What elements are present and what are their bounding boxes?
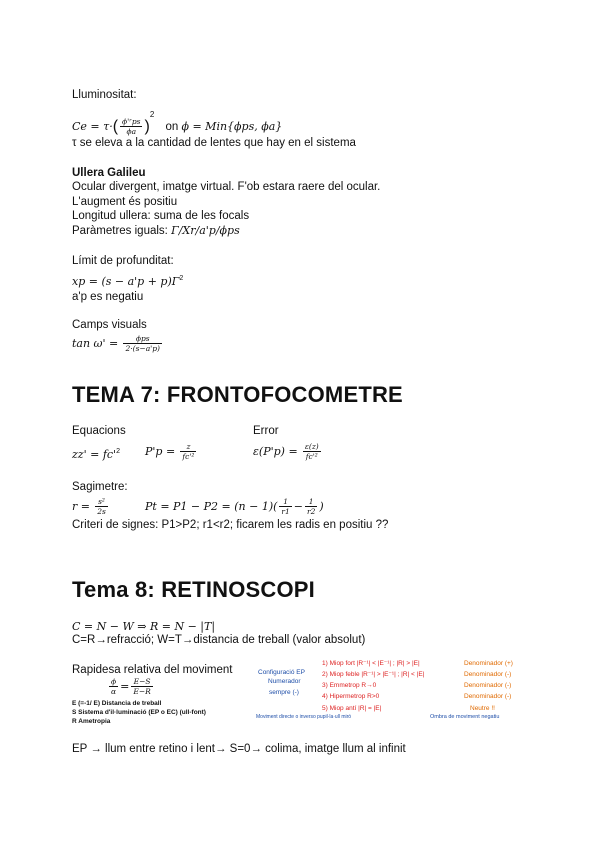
equations-heading: Equacions xyxy=(72,425,126,437)
phi-formula: ϕ = Min{ϕps, ϕa} xyxy=(181,119,283,133)
galileu-line-1: Ocular divergent, imatge virtual. F'ob estara raere del ocular. xyxy=(72,181,381,193)
table-row-4: 4) Hipermetrop R>0 xyxy=(322,693,380,700)
table-row-1: 1) Miop fort |R⁻¹| < |E⁻¹| ; |R| > |E| xyxy=(322,660,420,667)
table-always: sempre (-) xyxy=(269,689,299,696)
retinoscopy-formula: C = N − W ⇒ R = N − |T| xyxy=(72,620,216,633)
table-footer-left: Moviment directe o inverso pupil·la·ull miró xyxy=(256,714,352,720)
legend-r: R Ametropia xyxy=(72,718,111,725)
table-label-2: Denominador (-) xyxy=(464,671,512,678)
table-label-1: Denominador (+) xyxy=(464,660,513,667)
legend-e: E (=-1/ E) Distancia de treball xyxy=(72,700,162,707)
visual-fields-heading: Camps visuals xyxy=(72,319,147,331)
ce-lhs: Ce = τ· xyxy=(72,119,113,133)
table-config: Configuració EP xyxy=(258,669,305,676)
luminosity-fraction: $\frac{\text{ϕ'ʳps}}{\phi a}$ xyxy=(122,117,141,137)
tema7-title: TEMA 7: FRONTOFOCOMETRE xyxy=(72,382,403,407)
table-label-5: Neutre !! xyxy=(470,705,495,712)
equation-zz: $zz' = fc'^2$ xyxy=(72,447,120,461)
table-row-2: 2) Miop feble |R⁻¹| > |E⁻¹| ; |R| < |E| xyxy=(322,671,425,678)
table-numerator: Numerador xyxy=(268,678,301,685)
depth-limit-heading: Límit de profunditat: xyxy=(72,255,174,267)
luminosity-heading: Lluminositat: xyxy=(72,89,137,101)
table-row-5: 5) Miop antí |R| = |E| xyxy=(322,705,382,712)
retinoscopy-table xyxy=(254,657,526,723)
power-total-formula: Pt = P1 − P2 = (n − 1)( $\frac{1}{r1}$ − $\frac{1}{r2}$ ) xyxy=(145,497,324,517)
galileu-line-3: Longitud ullera: suma de les focals xyxy=(72,210,250,222)
table-footer-right: Ombra de moviment negatiu xyxy=(430,714,500,720)
sign-criteria: Criteri de signes: P1>P2; r1<r2; ficarem les radis en positiu ?? xyxy=(72,519,389,531)
galileu-line-2: L'augment és positiu xyxy=(72,196,178,208)
error-heading: Error xyxy=(253,425,279,437)
sagimetre-formula: r = $\frac{\text{s²}}{2s}$ xyxy=(72,497,106,517)
visual-fields-formula: tan ω' = $\frac{\text{ϕps}}{2\cdot(s-a'p)}$ xyxy=(72,334,160,354)
table-label-3: Denominador (-) xyxy=(464,682,512,689)
error-formula: ε(P'p) = $\frac{\varepsilon(z)}{\text{fc'²}}$ xyxy=(253,442,319,462)
relative-speed-heading: Rapidesa relativa del moviment xyxy=(72,664,233,676)
relative-speed-formula: $\frac{\phi}{\alpha}$ = $\frac{E-S}{E-R}$ xyxy=(111,677,151,697)
legend-s: S Sistema d'il·luminació (EP o EC) (ull-font) xyxy=(72,709,206,716)
galileu-line-4: Paràmetres iguals: Γ/Xr/a'p/ϕps xyxy=(72,224,240,237)
ep-note: EP → llum entre retino i lent→ S=0→ colima, imatge llum al infinit xyxy=(72,743,406,755)
luminosity-formula: Ce = τ·( $\frac{\text{ϕ'ʳps}}{\phi a}$ )$^2$ on ϕ = Min{ϕps, ϕa} xyxy=(72,110,283,137)
depth-limit-note: a'p es negatiu xyxy=(72,291,144,303)
equation-pp: P'p = $\frac{z}{\text{fc'²}}$ xyxy=(145,442,195,462)
sagimetre-heading: Sagimetre: xyxy=(72,481,128,493)
retinoscopy-note: C=R→refracció; W=T→distancia de treball (valor absolut) xyxy=(72,634,366,646)
table-row-3: 3) Emmetrop R→0 xyxy=(322,682,377,689)
tau-note: τ se eleva a la cantidad de lentes que hay en el sistema xyxy=(72,137,356,149)
table-label-4: Denominador (-) xyxy=(464,693,512,700)
galileu-title: Ullera Galileu xyxy=(72,167,146,179)
tema8-title: Tema 8: RETINOSCOPI xyxy=(72,577,315,602)
depth-limit-formula: xp = $(s - a'p + p)\Gamma^2$ xyxy=(72,274,184,288)
visual-fields-fraction: $\frac{\text{ϕps}}{2\cdot(s-a'p)}$ xyxy=(125,334,160,354)
on-text: on xyxy=(165,120,179,133)
